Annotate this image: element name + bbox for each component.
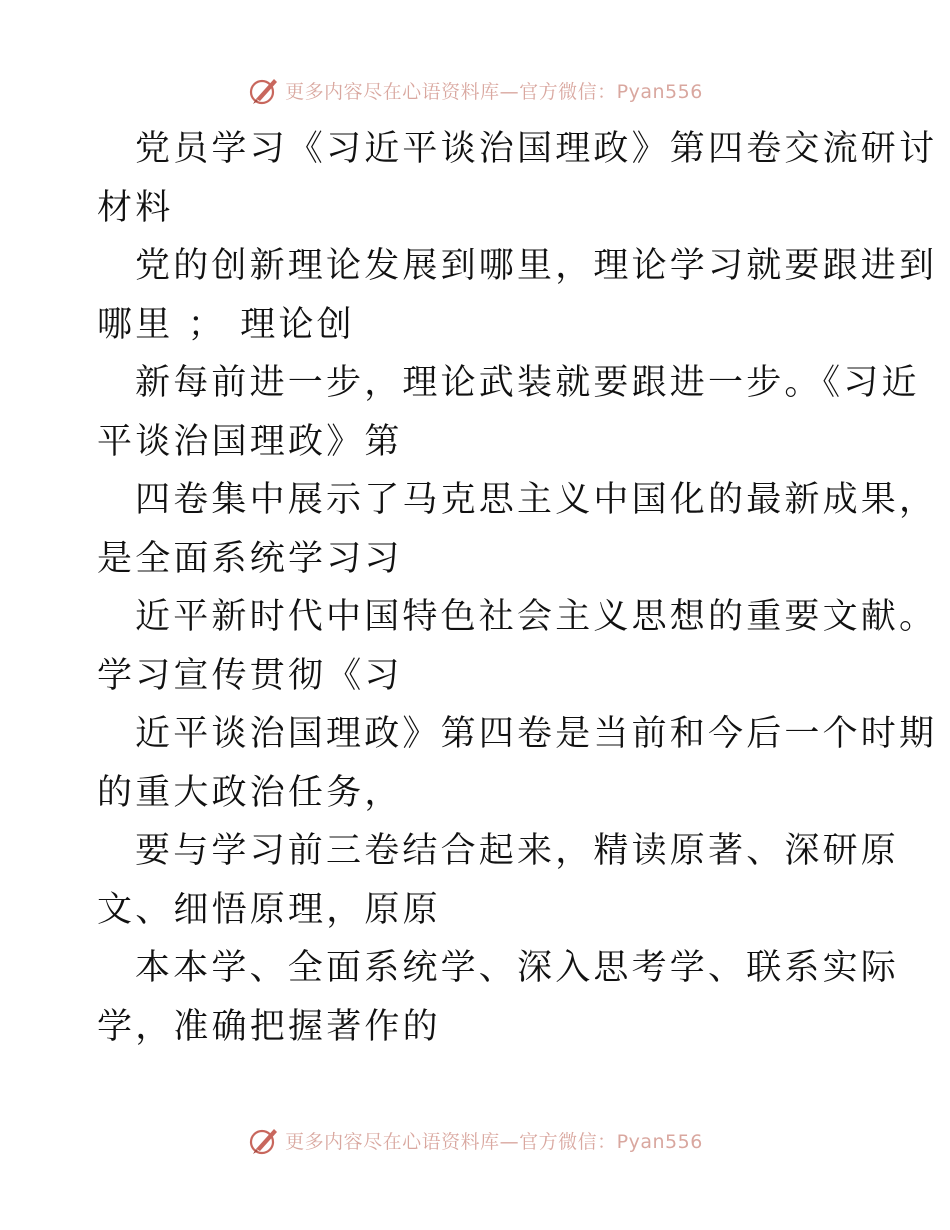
watermark-text: 更多内容尽在心语资料库—官方微信：Pyan556 xyxy=(285,1130,703,1153)
quill-pen-logo-icon xyxy=(247,73,281,107)
text-line: 哪里 ； 理论创 xyxy=(97,304,355,345)
quill-pen-logo-icon xyxy=(247,1123,281,1157)
text-line: 要与学习前三卷结合起来，精读原著、深研原 xyxy=(135,831,900,871)
text-line: 党员学习《习近平谈治国理政》第四卷交流研讨 xyxy=(135,129,938,169)
text-line: 平谈治国理政》第 xyxy=(97,421,403,462)
header-watermark xyxy=(0,70,950,110)
watermark-text: 更多内容尽在心语资料库—官方微信：Pyan556 xyxy=(285,80,703,103)
text-line: 的重大政治任务， xyxy=(97,772,403,813)
document-body xyxy=(97,120,938,1056)
text-line: 党的创新理论发展到哪里，理论学习就要跟进到 xyxy=(135,246,938,286)
text-line: 学，准确把握著作的 xyxy=(97,1006,441,1047)
text-line: 学习宣传贯彻《习 xyxy=(97,655,403,696)
text-line: 四卷集中展示了马克思主义中国化的最新成果， xyxy=(135,480,938,520)
text-line: 本本学、全面系统学、深入思考学、联系实际 xyxy=(135,948,900,988)
footer-watermark xyxy=(0,1120,950,1160)
text-line: 新每前进一步，理论武装就要跟进一步。《习近 xyxy=(135,363,920,403)
text-line: 文、细悟原理，原原 xyxy=(97,889,441,930)
text-line: 近平新时代中国特色社会主义思想的重要文献。 xyxy=(135,597,938,637)
text-line: 近平谈治国理政》第四卷是当前和今后一个时期 xyxy=(135,714,938,754)
text-line: 是全面系统学习习 xyxy=(97,538,403,579)
text-line: 材料 xyxy=(97,187,174,228)
